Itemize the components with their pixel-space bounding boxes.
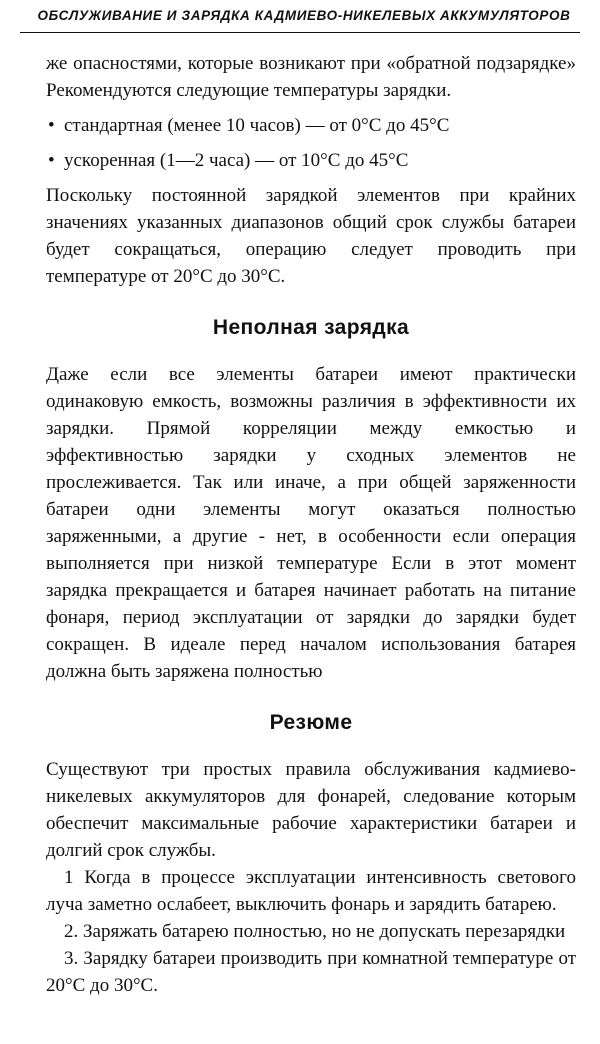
intro-paragraph: же опасностями, которые возникают при «обратной подзарядке» Рекомендуются следующие температуры зарядки.	[46, 53, 576, 101]
section-heading-summary: Резюме	[269, 711, 353, 734]
paragraph-summary-intro: Существуют три простых правила обслуживания кадмиево-никелевых аккумуляторов для фонарей, следование которым обеспечит максимальные рабочие характеристики батареи и долгий срок службы.	[46, 759, 576, 861]
paragraph-temperature-advice: Поскольку постоянной зарядкой элементов при крайних значениях указанных диапазонов общий срок службы батареи будет сокращаться, операцию следует проводить при температуре от 20°С до 30°С.	[46, 185, 576, 287]
bullet-icon: •	[48, 150, 55, 171]
bullet-icon: •	[48, 115, 55, 136]
paragraph-partial-charge: Даже если все элементы батареи имеют практически одинаковую емкость, возможны различия в эффективности их зарядки. Прямой корреляции между емкостью и эффективностью зарядки у сходных элементов не прослеживается. Так или иначе, а при общей заряженности батареи одни элементы могут оказаться полностью заряженными, а другие - нет, в особенности если операция выполняется при низкой температуре Если в этот момент зарядка прекращается и батарея начинает работать на питание фонаря, период эксплуатации от зарядки до зарядки будет сокращен. В идеале перед началом использования батарея должна быть заряжена полностью	[46, 364, 576, 682]
section-heading-partial-charge: Неполная зарядка	[212, 316, 410, 339]
summary-rule-3: 3. Зарядку батареи производить при комнатной температуре от 20°С до 30°С.	[46, 948, 576, 996]
list-item	[46, 147, 576, 174]
summary-rule-2: 2. Заряжать батарею полностью, но не допускать перезарядки	[64, 921, 566, 942]
header-rule	[20, 32, 580, 33]
list-item-text: ускоренная (1—2 часа) — от 10°С до 45°С	[64, 150, 409, 171]
temperature-list	[46, 112, 576, 174]
summary-rule-1: 1 Когда в процессе эксплуатации интенсивность светового луча заметно ослабеет, выключить фонарь и зарядить батарею.	[46, 867, 576, 915]
list-item-text: стандартная (менее 10 часов) — от 0°С до 45°С	[64, 115, 450, 136]
list-item	[46, 112, 576, 139]
page-body	[46, 50, 576, 999]
running-header: ОБСЛУЖИВАНИЕ И ЗАРЯДКА КАДМИЕВО-НИКЕЛЕВЫХ АККУМУЛЯТОРОВ	[37, 8, 571, 23]
